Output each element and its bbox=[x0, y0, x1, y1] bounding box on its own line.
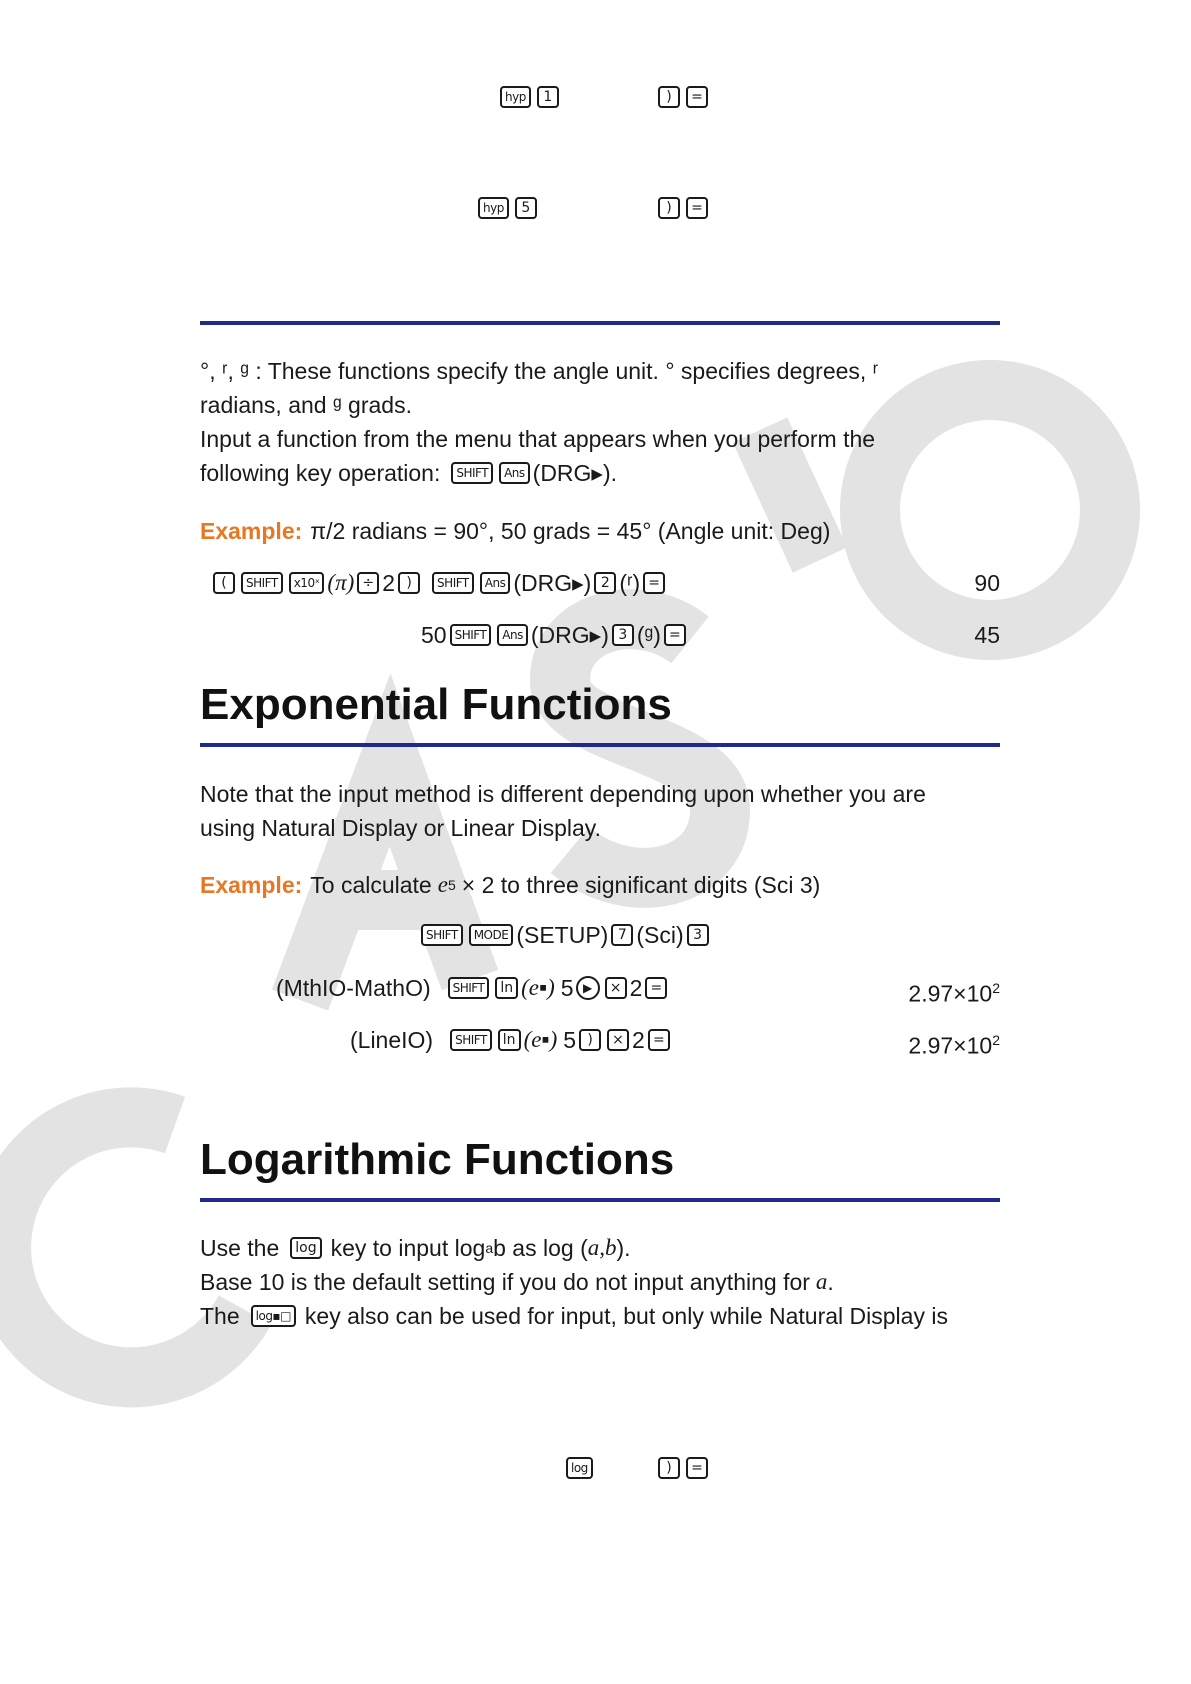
digit-5: 5 bbox=[563, 1026, 577, 1053]
shift-key: SHIFT bbox=[450, 1029, 492, 1051]
digit-5: 5 bbox=[560, 974, 574, 1001]
log-line1-end: ). bbox=[616, 1234, 631, 1261]
shift-key: SHIFT bbox=[451, 462, 493, 484]
shift-key: SHIFT bbox=[432, 572, 474, 594]
section-rule-logarithmic bbox=[200, 1198, 1000, 1202]
key-5: 5 bbox=[515, 197, 537, 219]
digit-2: 2 bbox=[382, 569, 396, 596]
open-paren-key: ( bbox=[213, 572, 235, 594]
ans-key: Ans bbox=[497, 624, 528, 646]
drg-label: (DRG▸). bbox=[532, 459, 618, 486]
example-pre: To calculate bbox=[310, 871, 432, 898]
example-e: e bbox=[437, 872, 448, 897]
equals-key: = bbox=[686, 197, 708, 219]
top-keyseq-2 bbox=[475, 197, 540, 219]
digit-2: 2 bbox=[629, 974, 643, 1001]
equals-key: = bbox=[645, 977, 667, 999]
log-bottom-keyseq bbox=[563, 1451, 596, 1485]
result-line bbox=[908, 1023, 1000, 1063]
section-rule-angle bbox=[200, 321, 1000, 325]
log-box-key: log▪□ bbox=[251, 1305, 296, 1327]
equals-key: = bbox=[643, 572, 665, 594]
key-3: 3 bbox=[612, 624, 634, 646]
radian-label: (ʳ) bbox=[619, 569, 641, 596]
log-line1-pre: Use the bbox=[200, 1234, 280, 1261]
exp-desc-line2: using Natural Display or Linear Display. bbox=[200, 815, 601, 841]
angle-desc-line4-text: following key operation: bbox=[200, 459, 441, 486]
e-power-label: (e▪) bbox=[521, 975, 555, 1000]
log-key: log bbox=[290, 1237, 321, 1259]
close-paren-key: ) bbox=[658, 197, 680, 219]
angle-example bbox=[200, 514, 830, 548]
top-keyseq-2b bbox=[655, 197, 711, 219]
ln-key: ln bbox=[495, 977, 518, 999]
exp-line-keyseq bbox=[350, 1023, 673, 1057]
lineio-label: (LineIO) bbox=[350, 1026, 434, 1053]
close-paren-key: ) bbox=[658, 1457, 680, 1479]
log-line2-a: a bbox=[815, 1269, 828, 1294]
shift-key: SHIFT bbox=[450, 624, 492, 646]
top-keyseq-1 bbox=[497, 86, 562, 108]
result-line-base: 2.97×10 bbox=[908, 1032, 993, 1059]
key-2: 2 bbox=[594, 572, 616, 594]
ans-key: Ans bbox=[499, 462, 530, 484]
x10-key: x10ˣ bbox=[289, 572, 325, 594]
result-45: 45 bbox=[974, 622, 1000, 648]
close-paren-key: ) bbox=[658, 86, 680, 108]
shift-key: SHIFT bbox=[448, 977, 490, 999]
result-90: 90 bbox=[974, 570, 1000, 596]
log-line1-b: b as log ( bbox=[493, 1234, 588, 1261]
grad-label: (ᵍ) bbox=[636, 621, 661, 648]
equals-key: = bbox=[648, 1029, 670, 1051]
angle-desc-line1: °, ʳ, ᵍ : These functions specify the angle unit. ° specifies degrees, ʳ bbox=[200, 358, 879, 384]
equals-key: = bbox=[664, 624, 686, 646]
example-label: Example: bbox=[200, 871, 303, 898]
top-keyseq-1b bbox=[655, 86, 711, 108]
log-line3-pre: The bbox=[200, 1302, 240, 1329]
close-paren-key: ) bbox=[398, 572, 420, 594]
angle-desc-line4 bbox=[200, 456, 617, 490]
drg-label: (DRG▸) bbox=[513, 569, 592, 596]
exp-setup-keyseq bbox=[418, 918, 712, 952]
key-1: 1 bbox=[537, 86, 559, 108]
result-math-exp: 2 bbox=[992, 980, 1000, 996]
angle-desc-line2: radians, and ᵍ grads. bbox=[200, 392, 412, 418]
times-key: × bbox=[605, 977, 627, 999]
pi-label: (π) bbox=[327, 570, 355, 595]
angle-keyseq-1 bbox=[210, 566, 668, 600]
heading-logarithmic: Logarithmic Functions bbox=[200, 1135, 675, 1184]
ln-key: ln bbox=[498, 1029, 521, 1051]
example-text: π/2 radians = 90°, 50 grads = 45° (Angle unit: Deg) bbox=[310, 517, 831, 544]
setup-label: (SETUP) bbox=[516, 921, 609, 948]
section-rule-exponential bbox=[200, 743, 1000, 747]
log-line2-end: . bbox=[827, 1268, 834, 1295]
equals-key: = bbox=[686, 86, 708, 108]
log-line2-pre: Base 10 is the default setting if you do not input anything for bbox=[200, 1268, 810, 1295]
log-desc-line1 bbox=[200, 1231, 631, 1265]
log-desc-line3 bbox=[200, 1299, 948, 1333]
times-key: × bbox=[607, 1029, 629, 1051]
close-paren-key: ) bbox=[579, 1029, 601, 1051]
exp-math-keyseq bbox=[276, 971, 670, 1005]
log-line1-sub: a bbox=[485, 1240, 494, 1256]
example-exp: 5 bbox=[447, 877, 456, 893]
exp-example bbox=[200, 868, 820, 902]
key-7: 7 bbox=[611, 924, 633, 946]
angle-keyseq-2 bbox=[421, 618, 689, 652]
example-label: Example: bbox=[200, 517, 303, 544]
log-line1-ab: a,b bbox=[587, 1235, 617, 1260]
log-key: log bbox=[566, 1457, 593, 1479]
ans-key: Ans bbox=[480, 572, 511, 594]
exp-desc-line1: Note that the input method is different depending upon whether you are bbox=[200, 781, 926, 807]
digit-2: 2 bbox=[632, 1026, 645, 1053]
equals-key: = bbox=[686, 1457, 708, 1479]
sci-label: (Sci) bbox=[636, 921, 684, 948]
hyp-key: hyp bbox=[478, 197, 509, 219]
key-3: 3 bbox=[687, 924, 709, 946]
shift-key: SHIFT bbox=[421, 924, 463, 946]
mode-key: MODE bbox=[469, 924, 514, 946]
mathio-label: (MthIO-MathO) bbox=[276, 974, 431, 1001]
example-post: × 2 to three significant digits (Sci 3) bbox=[461, 871, 821, 898]
digit-50: 50 bbox=[421, 621, 447, 648]
drg-label: (DRG▸) bbox=[530, 621, 609, 648]
angle-desc-line3: Input a function from the menu that appears when you perform the bbox=[200, 426, 876, 452]
divide-key: ÷ bbox=[357, 572, 379, 594]
result-math-base: 2.97×10 bbox=[908, 980, 993, 1007]
result-math bbox=[908, 971, 1000, 1011]
hyp-key: hyp bbox=[500, 86, 531, 108]
heading-exponential: Exponential Functions bbox=[200, 680, 672, 729]
shift-key: SHIFT bbox=[241, 572, 283, 594]
e-power-label: (e▪) bbox=[523, 1027, 558, 1052]
result-line-exp: 2 bbox=[992, 1032, 1000, 1048]
log-line3-post: key also can be used for input, but only while Natural Display is bbox=[304, 1302, 948, 1329]
log-bottom-keyseq-b bbox=[655, 1451, 711, 1485]
right-arrow-icon: ▶ bbox=[576, 976, 600, 1000]
log-line1-mid: key to input log bbox=[330, 1234, 486, 1261]
log-desc-line2 bbox=[200, 1265, 834, 1299]
